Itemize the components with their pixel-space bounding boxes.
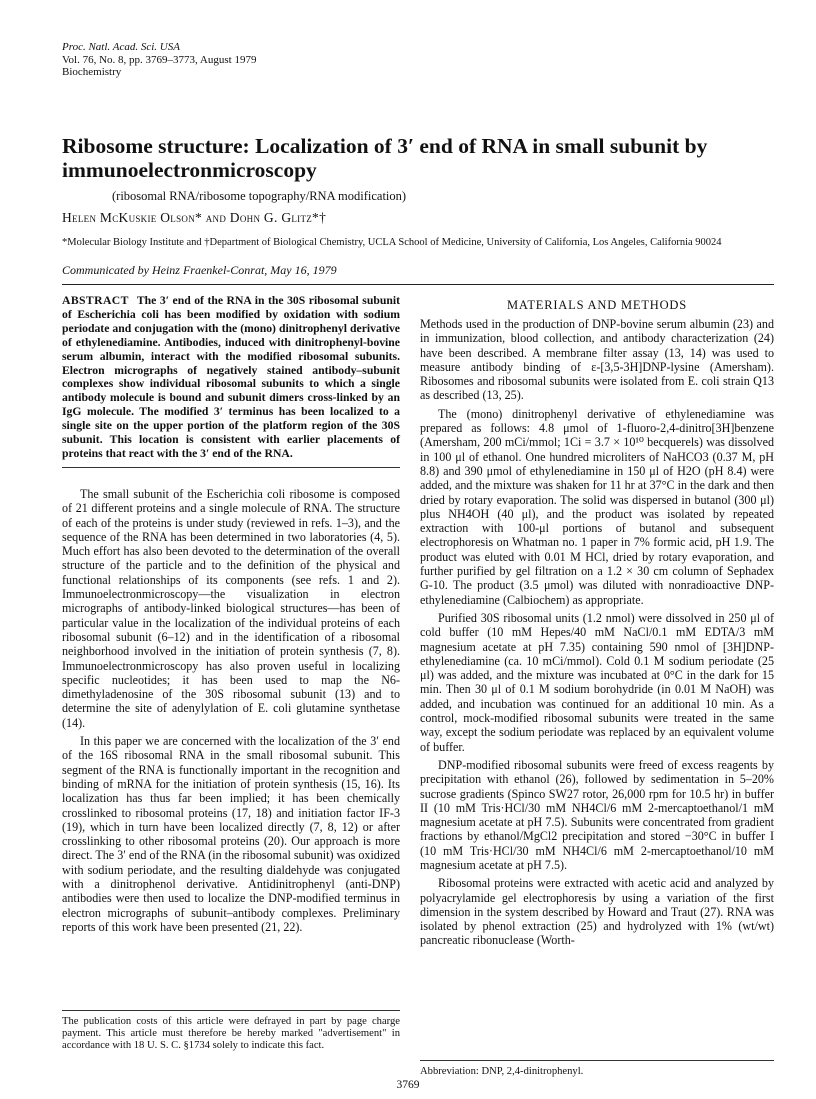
journal-volume: Vol. 76, No. 8, pp. 3769–3773, August 1979	[62, 53, 257, 66]
methods-paragraph: Ribosomal proteins were extracted with acetic acid and analyzed by polyacrylamide gel electrophoresis by using a variation of the first dimension in the system described by Howard and Traut (27). RNA was isolated by phenol extraction (25) and hydrolyzed with 1% (wt/wt) pancreatic ribonuclease (Worth-	[420, 876, 774, 948]
journal-header	[62, 41, 256, 79]
methods-paragraph: Purified 30S ribosomal units (1.2 nmol) were dissolved in 250 μl of cold buffer (10 mM Hepes/40 mM NaCl/0.1 mM EDTA/3 mM magnesium acetate at pH 7.35) containing 590 nmol of [3H]DNP-ethylenediamine (ca. 10 mCi/mmol). Cold 0.1 M sodium periodate (25 μl) was added, and the mixture was incubated at 0°C in the dark for 15 min. Then 30 μl of 0.1 M sodium borohydride (in 0.01 M NaOH) was added, and incubation was continued for an additional 10 min. As a control, mock-modified ribosomal subunits were treated in the same way, except the sodium periodate was replaced by an equivalent volume of buffer.	[420, 610, 774, 754]
abstract-text: The 3′ end of the RNA in the 30S ribosomal subunit of Escherichia coli has been modified by oxidation with sodium periodate and conjugation with the (mono) dinitrophenyl derivative of ethylenediamine. Antibodies, induced with dinitrophenyl-bovine serum albumin, interact with the modified ribosomal subunits. Electron micrographs of negatively stained antibody–subunit complexes show individual ribosomal subunits to which a single antibody molecule is bound and subunit dimers cross-linked by an IgG molecule. The modified 3′ terminus has been localized to a single site on the upper portion of the platform region of the 30S subunit. This location is consistent with earlier placements of proteins that react with the 3′ end of the RNA.	[62, 294, 400, 460]
intro-paragraph: In this paper we are concerned with the localization of the 3′ end of the 16S ribosomal RNA in the small ribosomal subunit. This segment of the RNA is functionally important in the recognition and binding of mRNA for the initiation of protein synthesis (15, 16). Its localization has thus far been implied; it has been chemically crosslinked to ribosomal proteins (17, 18) and initiation factor IF-3 (19), which in turn have been localized directly (7, 8, 12) or after crosslinking to other ribosomal proteins (20). Our approach is more direct. The 3′ end of the RNA (in the ribosomal subunit) was oxidized with sodium periodate, and the resulting dialdehyde was conjugated with a dinitrophenol derivative. Antidinitrophenyl (anti-DNP) antibodies were then used to localize the DNP-modified terminus in electron micrographs of subunit–antibody complexes. Preliminary reports of this work have been presented (21, 22).	[62, 734, 400, 934]
journal-section: Biochemistry	[62, 66, 122, 78]
methods-paragraph: DNP-modified ribosomal subunits were freed of excess reagents by precipitation with ethanol (26), followed by sedimentation in 5–20% sucrose gradients (Spinco SW27 rotor, 26,000 rpm for 10.5 hr) in buffer II (10 mM Tris·HCl/30 mM NH4Cl/6 mM 2-mercaptoethanol/1 mM magnesium acetate at pH 7.5). Subunits were concentrated from gradient fractions by ethanol/MgCl2 precipitation and stored −30°C in buffer I (10 mM Tris·HCl/30 mM NH4Cl/6 mM 2-mercaptoethanol/10 mM magnesium acetate at pH 7.5).	[420, 757, 774, 872]
abstract-label: ABSTRACT	[62, 294, 129, 307]
keywords: (ribosomal RNA/ribosome topography/RNA modification)	[112, 189, 407, 203]
communicated-by: Communicated by Heinz Fraenkel-Conrat, May 16, 1979	[62, 263, 337, 277]
header-divider	[62, 284, 774, 285]
affiliation: *Molecular Biology Institute and †Department of Biological Chemistry, UCLA School of Medicine, University of California, Los Angeles, California 90024	[62, 237, 722, 248]
publication-footnote: The publication costs of this article were defrayed in part by page charge payment. This article must therefore be hereby marked "advertisement" in accordance with 18 U. S. C. §1734 solely to indicate this fact.	[62, 1016, 400, 1052]
methods-paragraph: Methods used in the production of DNP-bovine serum albumin (23) and in immunization, blood collection, and antibody characterization (24) have been described. A membrane filter assay (13, 14) was used to measure antibody binding of ε-[3,5-3H]DNP-lysine (Amersham). Ribosomes and ribosomal subunits were isolated from E. coli strain Q13 as described (13, 25).	[420, 317, 774, 403]
authors	[62, 210, 326, 226]
introduction	[62, 487, 400, 934]
journal-name: Proc. Natl. Acad. Sci. USA	[62, 41, 180, 53]
abbreviation-note: Abbreviation: DNP, 2,4-dinitrophenyl.	[420, 1066, 584, 1077]
footnote-divider	[62, 1010, 400, 1011]
methods-paragraph: The (mono) dinitrophenyl derivative of ethylenediamine was prepared as follows: 4.8 μmol of 1-fluoro-2,4-dinitro[3H]benzene (Amersham, 200 mCi/mmol; 1Ci = 3.7 × 10¹⁰ becquerels) was dissolved in 100 μl of ethanol. One hundred microliters of NaHCO3 (0.37 M, pH 8.8) and 390 μmol of ethylenediamine in 150 μl of H2O (pH 8.4) were added, and the mixture was shaken for 11 hr at 37°C in the dark and then dried by rotary evaporation. The solid was dispersed in butanol (300 μl) plus NH4OH (40 μl), and the product was isolated by repeated extraction with 100-μl portions of butanol and subsequent electrophoresis on Whatman no. 1 paper in 7% formic acid, pH 1.9. The product was eluted with 0.01 M HCl, dried by rotary evaporation, and further purified by gel filtration on a 1.2 × 30 cm column of Sephadex G-10. The product (3.5 μmol) was diluted with nonradioactive DNP-ethylenediamine (Calbiochem) as appropriate.	[420, 406, 774, 607]
abbreviation-divider	[420, 1060, 774, 1061]
methods-heading: MATERIALS AND METHODS	[506, 298, 687, 312]
intro-paragraph: The small subunit of the Escherichia coli ribosome is composed of 21 different proteins and a single molecule of RNA. The structure of each of the proteins is under study (reviewed in refs. 1–3), and the sequence of the RNA has been determined in two laboratories (4, 5). Much effort has also been devoted to the determination of the overall structure of the particle and to the definition of the physical and functional relationships of its components (see refs. 1 and 2). Immunoelectronmicroscopy—the visualization in electron micrographs of antibody-linked biological structures—has been of particular value in the localization of the individual proteins of each ribosomal subunit (6–12) and in the identification of a ribosomal neighborhood involved in the initiation of protein synthesis (7, 8). Immunoelectronmicroscopy has also proven useful in localizing specific nucleotides; it has been used to map the N6-dimethyladenosine of the 30S ribosomal subunit (13) and to determine the site of adenylylation of E. coli glutamine synthetase (14).	[62, 487, 400, 730]
author-list: Helen McKuskie Olson* and Dohn G. Glitz*†	[62, 210, 327, 225]
methods-section	[420, 317, 774, 948]
abstract	[62, 294, 400, 468]
page-number: 3769	[396, 1079, 420, 1091]
paper-title: Ribosome structure: Localization of 3′ end of RNA in small subunit by immunoelectronmicroscopy	[62, 134, 708, 182]
